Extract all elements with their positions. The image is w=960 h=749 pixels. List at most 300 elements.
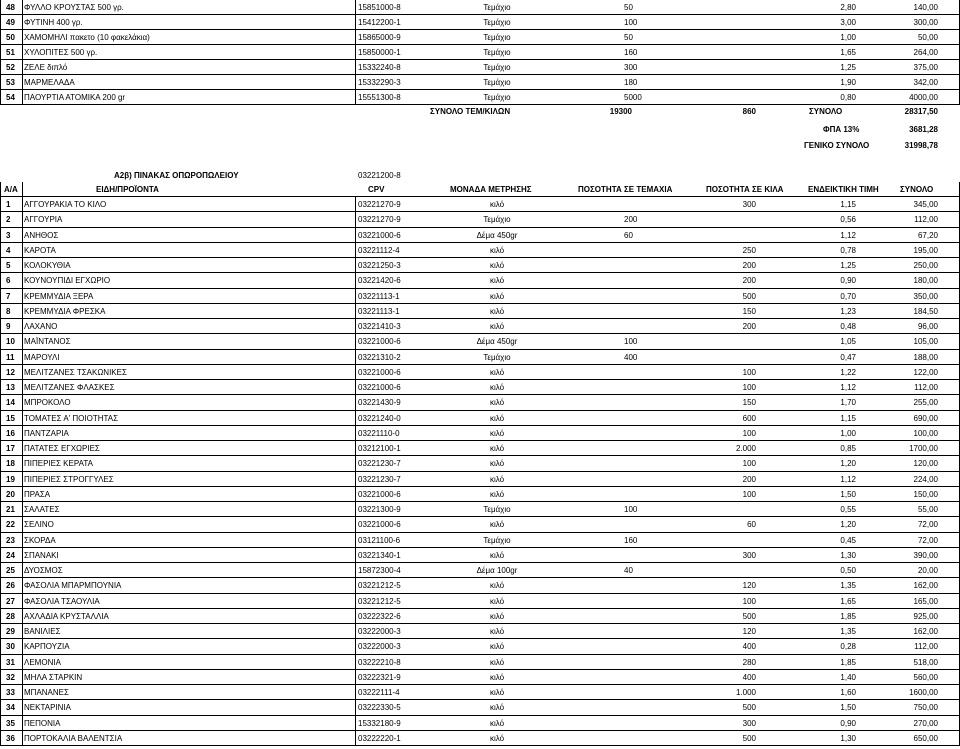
cell-border [0,45,1,59]
unit-price: 2,80 [840,3,856,12]
line-total: 250,00 [913,261,938,270]
vat-label: ΦΠΑ 13% [823,125,860,134]
cell-border [355,380,356,394]
item-name: ΚΑΡΠΟΥΖΙΑ [24,642,70,652]
cpv-code: 03212100-1 [358,444,401,453]
unit-price: 1,85 [840,657,856,667]
cell-border [0,594,1,608]
cell-border [22,456,23,470]
unit: Τεμάχιο [483,215,511,225]
row-number: 7 [6,291,11,301]
cell-border [22,182,23,196]
line-total: 4000,00 [909,93,938,102]
quantity-kg: 250 [742,245,756,255]
unit-price: 1,35 [840,627,856,636]
cell-border [0,624,1,638]
line-total: 255,00 [913,398,938,408]
cell-border [22,304,23,318]
row-number: 31 [6,657,15,667]
unit: Τεμάχιο [483,78,511,87]
item-name: ΚΟΥΝΟΥΠΙΔΙ ΕΓΧΩΡΙΟ [24,276,111,286]
unit-price: 1,85 [840,611,856,621]
cpv-code: 03221113-1 [358,306,400,316]
quantity-pieces [624,304,690,319]
quantity-kg: 300 [742,718,756,728]
line-total: 1600,00 [909,688,938,697]
quantity-pieces [624,426,690,441]
line-total: 345,00 [913,200,938,209]
cpv-code: 03222220-1 [358,733,401,743]
table-row [0,243,960,258]
unit: κιλό [489,474,505,484]
unit: κιλό [489,718,505,728]
item-name: ΣΑΛΑΤΕΣ [24,505,60,514]
item-name: ΜΑΪΝΤΑΝΟΣ [24,337,71,347]
table-row [0,45,960,60]
cell-border [0,609,1,623]
unit: κιλό [489,200,505,209]
quantity-pieces: 160 [624,48,638,57]
unit: Τεμάχιο [483,3,511,12]
cell-border [355,456,356,470]
quantity-kg [690,533,756,548]
cell-border [355,548,356,562]
item-name: ΠΑΟΥΡΤΙΑ ΑΤΟΜΙΚΑ 200 gr [24,93,126,102]
row-number: 35 [6,718,15,728]
cell-border [355,258,356,272]
quantity-pieces [624,517,690,532]
table-row [0,319,960,334]
cell-border [0,578,1,592]
cpv-code: 03221310-2 [358,352,401,362]
cell-border [22,578,23,592]
header-unit: ΜΟΝΑΔΑ ΜΕΤΡΗΣΗΣ [450,185,532,194]
unit-price: 0,55 [840,505,856,514]
cell-border [355,243,356,257]
cpv-code: 03221000-6 [358,383,401,392]
cell-border [0,304,1,318]
line-total: 150,00 [913,489,938,499]
row-number: 24 [6,550,15,560]
cell-border [355,228,356,242]
line-total: 560,00 [913,672,938,682]
quantity-pieces [624,258,690,273]
cell-border [355,365,356,379]
unit: κιλό [489,322,505,331]
line-total: 224,00 [913,474,938,484]
line-total: 264,00 [913,48,938,57]
quantity-kg [690,45,756,60]
quantity-pieces [624,624,690,639]
quantity-pieces [624,441,690,456]
cell-border [0,365,1,379]
cpv-code: 03221000-6 [358,520,401,530]
quantity-pieces [624,456,690,471]
quantity-kg: 150 [742,306,756,316]
quantity-kg: 200 [742,276,756,286]
item-name: ΠΙΠΕΡΙΕΣ ΚΕΡΑΤΑ [24,459,93,469]
cell-border [355,319,356,333]
item-name: ΝΕΚΤΑΡΙΝΙΑ [24,703,71,713]
section-title: Α2β) ΠΙΝΑΚΑΣ ΟΠΩΡΟΠΩΛΕΙΟΥ [114,171,239,180]
cpv-code: 15850000-1 [358,48,401,57]
cell-border [22,15,23,29]
table-row [0,670,960,685]
quantity-pieces: 100 [624,505,638,514]
cell-border [355,304,356,318]
line-total: 165,00 [913,596,938,606]
unit-price: 0,70 [840,291,856,301]
cell-border [0,243,1,257]
cell-border [22,289,23,303]
cell-border [355,426,356,440]
cell-border [22,563,23,577]
item-name: ΦΥΤΙΝΗ 400 γρ. [24,18,83,27]
unit-price: 1,50 [840,703,856,713]
cell-border [355,334,356,348]
cpv-code: 15332180-9 [358,718,401,728]
table-row [0,304,960,319]
row-number: 30 [6,642,15,652]
cell-border [355,395,356,409]
quantity-kg [690,90,756,105]
unit-price: 0,50 [840,566,856,575]
cell-border [355,15,356,29]
cell-border [0,212,1,226]
quantity-kg [690,563,756,578]
row-number: 5 [6,261,11,270]
cell-border [355,45,356,59]
quantity-pieces [624,670,690,685]
quantity-pieces: 100 [624,337,638,347]
row-number: 8 [6,306,11,316]
unit-price: 0,28 [840,642,856,652]
line-total: 67,20 [917,230,938,240]
unit-price: 0,48 [840,322,856,331]
cell-border [355,624,356,638]
item-name: ΜΗΛΑ ΣΤΑΡΚΙΝ [24,672,83,682]
row-number: 29 [6,627,15,636]
quantity-kg: 150 [742,398,756,408]
item-name: ΛΕΜΟΝΙΑ [24,657,61,667]
unit-price: 1,30 [840,550,856,560]
cell-border [22,212,23,226]
unit-price: 1,00 [840,33,856,42]
unit-price: 1,15 [840,413,856,423]
cell-border [355,350,356,364]
line-total: 300,00 [913,18,938,27]
line-total: 375,00 [913,63,938,72]
unit: Δέμα 450gr [476,230,518,240]
cell-border [22,411,23,425]
unit-price: 1,35 [840,581,856,591]
cell-border [22,700,23,714]
unit: κιλό [489,581,505,591]
unit: κιλό [489,428,505,438]
table-row [0,578,960,593]
unit-price: 0,45 [840,535,856,545]
quantity-pieces [624,594,690,609]
cell-border [22,350,23,364]
table-row [0,426,960,441]
cpv-code: 03222000-3 [358,642,401,652]
quantity-pieces: 100 [624,18,638,27]
line-total: 390,00 [913,550,938,560]
cpv-code: 15412200-1 [358,18,401,27]
quantity-kg [690,15,756,30]
line-total: 112,00 [914,215,938,225]
item-name: ΜΑΡΜΕΛΑΔΑ [24,78,75,87]
item-name: ΜΠΡΟΚΟΛΟ [24,398,71,408]
cell-border [355,716,356,730]
quantity-kg: 200 [742,322,756,331]
item-name: ΑΓΓΟΥΡΑΚΙΑ ΤΟ ΚΙΛΟ [24,200,107,209]
row-number: 4 [6,245,11,255]
header-item-name: ΕΙΔΗ/ΠΡΟΪΟΝΤΑ [96,185,159,194]
quantity-pieces [624,639,690,654]
quantity-kg [690,75,756,90]
cpv-code: 03221270-9 [358,200,401,209]
unit-price: 1,22 [840,367,856,377]
table-row [0,334,960,349]
table-row [0,90,960,105]
quantity-pieces [624,578,690,593]
quantity-pieces [624,243,690,258]
unit: κιλό [489,291,505,301]
quantity-pieces [624,731,690,746]
cell-border [22,319,23,333]
cell-border [22,685,23,699]
header-quantity-pieces: ΠΟΣΟΤΗΤΑ ΣΕ ΤΕΜΑΧΙΑ [578,185,673,194]
line-total: 188,00 [913,352,938,362]
unit: κιλό [489,550,505,560]
cpv-code: 03221410-3 [358,322,401,331]
item-name: ΠΑΝΤΖΑΡΙΑ [24,428,69,438]
line-total: 184,50 [913,306,938,316]
unit-price: 1,90 [840,78,856,87]
line-total: 72,00 [917,520,938,530]
quantity-kg: 100 [742,459,756,469]
unit-price: 0,80 [840,93,856,102]
line-total: 100,00 [913,428,938,438]
header-unit-price: ΕΝΔΕΙΚΤΙΚΗ ΤΙΜΗ [808,185,879,194]
unit: κιλό [489,596,505,606]
table-row [0,716,960,731]
cell-border [0,670,1,684]
item-name: ΠΡΑΣΑ [24,489,51,499]
unit-price: 1,40 [840,672,856,682]
table-row [0,197,960,212]
cell-border [22,517,23,531]
unit: κιλό [489,261,505,270]
row-number: 6 [6,276,11,286]
cell-border [22,502,23,516]
quantity-kg [690,334,756,349]
cell-border [22,60,23,74]
unit: κιλό [489,306,505,316]
vat-value: 3681,28 [909,125,938,134]
cpv-code: 03221300-9 [358,505,401,514]
item-name: ΣΚΟΡΔΑ [24,535,56,545]
row-number: 33 [6,688,15,697]
cpv-code: 03221340-1 [358,550,401,560]
cell-border [0,411,1,425]
cpv-code: 03222330-5 [358,703,401,713]
cell-border [0,289,1,303]
row-number: 2 [6,215,11,225]
unit: κιλό [489,657,505,667]
quantity-pieces [624,365,690,380]
cell-border [22,273,23,287]
cell-border [22,228,23,242]
unit: Τεμάχιο [483,63,511,72]
unit-price: 1,65 [840,48,856,57]
line-total: 180,00 [913,276,938,286]
cpv-code: 15551300-8 [358,93,401,102]
table-row [0,594,960,609]
unit: Δέμα 450gr [476,337,518,347]
item-name: ΑΧΛΑΔΙΑ ΚΡΥΣΤΑΛΛΙΑ [24,611,109,621]
item-name: ΚΑΡΟΤΑ [24,245,56,255]
item-name: ΠΙΠΕΡΙΕΣ ΣΤΡΟΓΓΥΛΕΣ [24,474,114,484]
table-header-row [0,182,960,197]
row-number: 36 [6,733,15,743]
row-number: 10 [6,337,15,347]
table-row [0,15,960,30]
unit-price: 1,12 [840,383,856,392]
row-number: 52 [6,63,15,72]
row-number: 26 [6,581,15,591]
cell-border [22,639,23,653]
unit: Τεμάχιο [483,48,511,57]
unit: κιλό [489,367,505,377]
item-name: ΤΟΜΑΤΕΣ Α' ΠΟΙΟΤΗΤΑΣ [24,413,119,423]
cell-border [22,243,23,257]
cell-border [0,380,1,394]
item-name: ΧΥΛΟΠΙΤΕΣ 500 γρ. [24,48,98,57]
row-number: 23 [6,535,15,545]
cpv-code: 03221420-6 [358,276,401,286]
units-total-kg: 860 [742,107,756,116]
quantity-kg: 60 [747,520,756,530]
line-total: 342,00 [913,78,938,87]
cell-border [0,90,1,104]
cpv-code: 03221113-1 [358,291,400,301]
cell-border [22,548,23,562]
row-number: 21 [6,505,15,514]
item-name: ΑΓΓΟΥΡΙΑ [24,215,63,225]
cpv-code: 03221430-9 [358,398,401,408]
cell-border [22,45,23,59]
table-row [0,624,960,639]
cpv-code: 03222210-8 [358,657,401,667]
cell-border [22,90,23,104]
item-name: ΔΥΟΣΜΟΣ [24,566,63,575]
cell-border [0,60,1,74]
cell-border [22,30,23,44]
table-row [0,212,960,227]
header-line-total: ΣΥΝΟΛΟ [900,185,934,194]
row-number: 50 [6,33,15,42]
cell-border [355,289,356,303]
quantity-kg: 280 [742,657,756,667]
cell-border [0,334,1,348]
line-total: 925,00 [913,611,938,621]
quantity-pieces: 160 [624,535,638,545]
quantity-pieces [624,395,690,410]
quantity-kg: 1.000 [735,688,756,697]
unit: Τεμάχιο [483,505,511,514]
quantity-pieces [624,548,690,563]
cell-border [0,197,1,211]
table-row [0,0,960,15]
cell-border [0,258,1,272]
line-total: 55,00 [917,505,938,514]
cell-border [355,212,356,226]
line-total: 270,00 [913,718,938,728]
quantity-kg: 100 [742,367,756,377]
item-name: ΠΕΠΟΝΙΑ [24,718,61,728]
item-name: ΚΡΕΜΜΥΔΙΑ ΞΕΡΑ [24,291,94,301]
table-row [0,30,960,45]
quantity-kg [690,212,756,227]
row-number: 54 [6,93,15,102]
cpv-code: 03221230-7 [358,459,401,469]
cell-border [0,319,1,333]
table-row [0,517,960,532]
line-total: 650,00 [913,733,938,743]
unit: κιλό [489,276,505,286]
unit-price: 1,65 [840,596,856,606]
quantity-pieces: 50 [624,3,633,12]
line-total: 20,00 [917,566,938,575]
quantity-kg [690,0,756,15]
cell-border [22,624,23,638]
line-total: 195,00 [913,245,938,255]
unit-price: 1,12 [840,230,856,240]
row-number: 51 [6,48,15,57]
cell-border [22,594,23,608]
quantity-pieces: 200 [624,215,638,225]
cell-border [355,75,356,89]
cell-border [0,533,1,547]
quantity-kg: 500 [742,611,756,621]
row-number: 28 [6,611,15,621]
cell-border [0,731,1,745]
item-name: ΑΝΗΘΟΣ [24,230,59,240]
table-row [0,700,960,715]
quantity-pieces [624,319,690,334]
item-name: ΠΟΡΤΟΚΑΛΙΑ ΒΑΛΕΝΤΣΙΑ [24,733,123,743]
cell-border [22,365,23,379]
cell-border [0,487,1,501]
unit: κιλό [489,672,505,682]
row-number: 53 [6,78,15,87]
item-name: ΣΕΛΙΝΟ [24,520,54,530]
row-number: 14 [6,398,15,408]
cell-border [355,670,356,684]
table-row [0,685,960,700]
table-row [0,273,960,288]
quantity-pieces [624,289,690,304]
table-row [0,655,960,670]
table-row [0,258,960,273]
line-total: 162,00 [913,581,938,591]
unit-price: 1,30 [840,733,856,743]
table-row [0,639,960,654]
quantity-kg: 100 [742,428,756,438]
row-number: 48 [6,3,15,12]
